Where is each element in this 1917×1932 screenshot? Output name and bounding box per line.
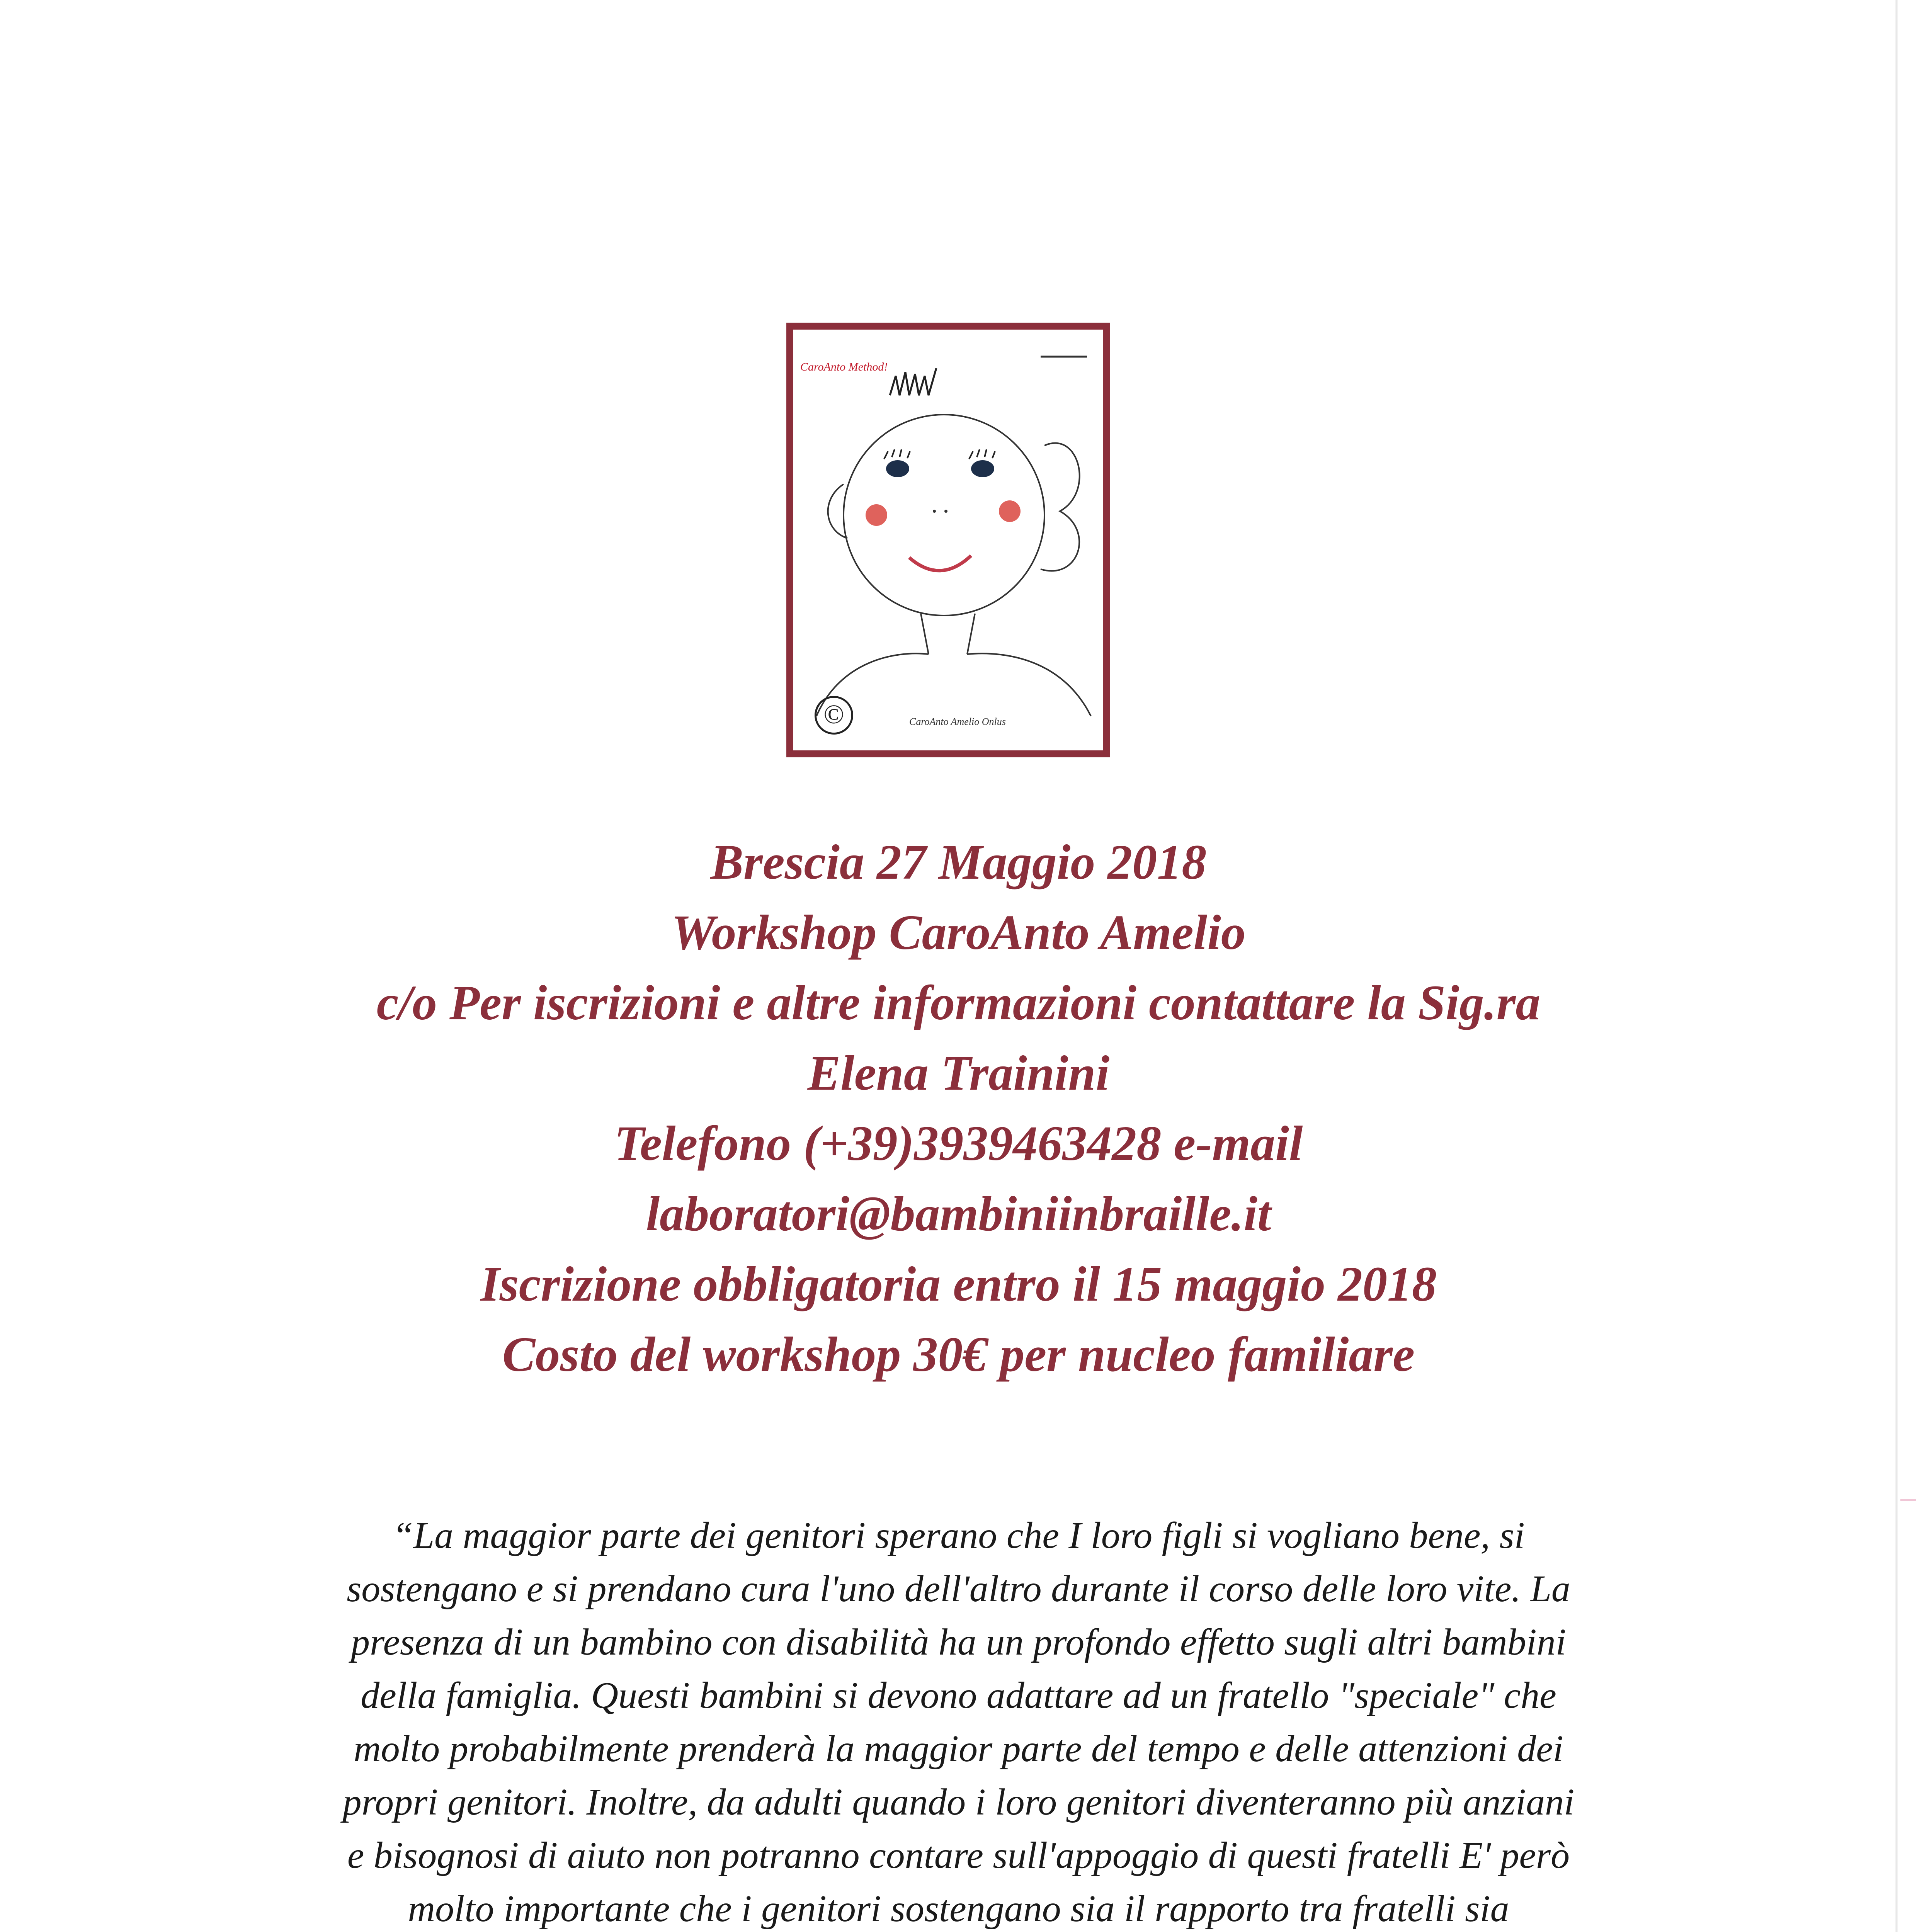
workshop-info (116, 827, 1801, 1389)
quote-line: molto importante che i genitori sostengano sia il rapporto tra fratelli sia (408, 1888, 1509, 1930)
info-line-name: Elena Trainini (807, 1046, 1110, 1100)
info-line-deadline: Iscrizione obbligatoria entro il 15 maggio 2018 (480, 1257, 1437, 1311)
logo-bottom-text: CaroAnto Amelio Onlus (909, 716, 1006, 727)
face-drawing-illustration (793, 330, 1103, 750)
quote-line: propri genitori. Inoltre, da adulti quando i loro genitori diventeranno più anziani (342, 1781, 1575, 1823)
scan-edge (1895, 0, 1898, 1932)
logo-top-text: CaroAnto Method! (800, 361, 888, 373)
info-line-phone: Telefono (+39)3939463428 e-mail (614, 1116, 1303, 1171)
quote-line: sostengano e si prendano cura l'uno dell'altro durante il corso delle loro vite. La (347, 1568, 1570, 1610)
quote-line: “La maggior parte dei genitori sperano che I loro figli si vogliano bene, si (392, 1515, 1525, 1556)
scan-mark (1900, 1499, 1916, 1501)
info-line-cost: Costo del workshop 30€ per nucleo familiare (502, 1327, 1415, 1382)
info-line-contact: c/o Per iscrizioni e altre informazioni contattare la Sig.ra (376, 975, 1541, 1030)
quote-line: e bisognosi di aiuto non potranno contare sull'appoggio di questi fratelli E' però (347, 1835, 1570, 1876)
quote-line: presenza di un bambino con disabilità ha un profondo effetto sugli altri bambini (350, 1621, 1567, 1663)
info-line-title: Workshop CaroAnto Amelio (671, 905, 1246, 960)
info-line-date: Brescia 27 Maggio 2018 (710, 835, 1207, 889)
quote-paragraph (174, 1509, 1743, 1932)
quote-line: della famiglia. Questi bambini si devono adattare ad un fratello "speciale" che (361, 1675, 1556, 1716)
info-line-email: laboratori@bambiniinbraille.it (646, 1186, 1271, 1241)
quote-line: molto probabilmente prenderà la maggior parte del tempo e delle attenzioni dei (354, 1728, 1563, 1770)
copyright-icon: © (815, 696, 853, 735)
logo-frame (786, 323, 1110, 757)
